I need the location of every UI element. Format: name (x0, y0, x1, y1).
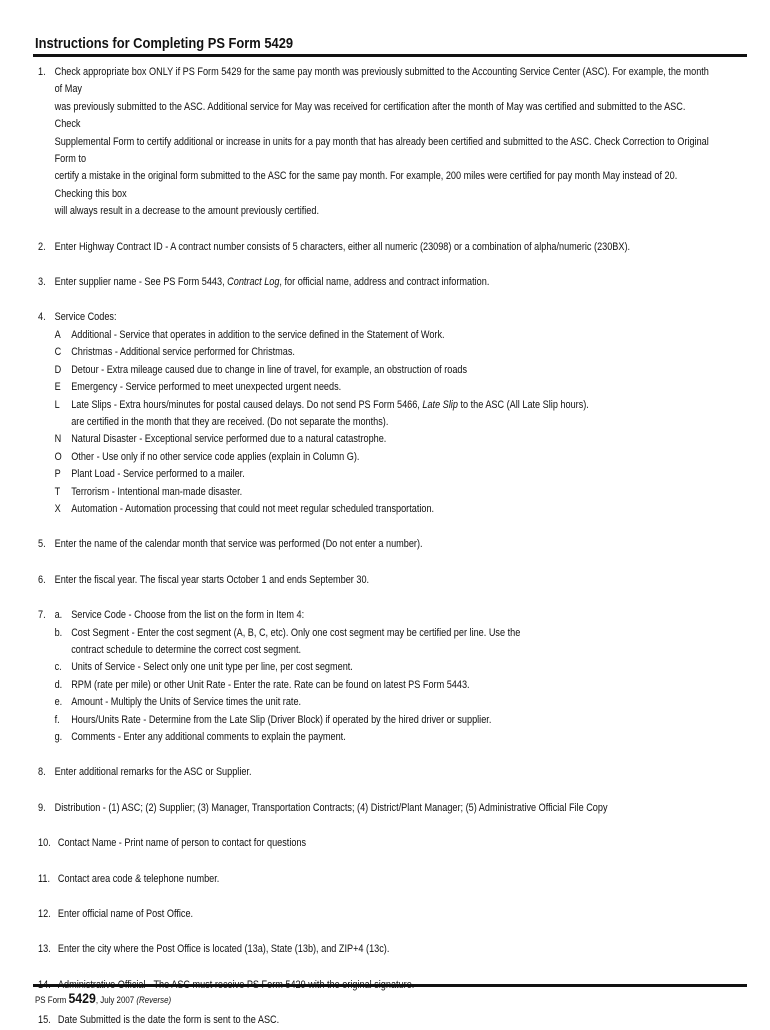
item-1-line: Check appropriate box ONLY if PS Form 5429 for the same pay month was previously submitted to the Accounting Service Center (ASC). For example, the month of May (54, 66, 709, 96)
item-1-line: certify a mistake in the original form submitted to the ASC for the same pay month. For example, 200 miles were certified for pay month May instead of 20. Checking this box (54, 170, 678, 200)
item-number: 4. (38, 311, 46, 324)
service-code-row (55, 379, 711, 396)
item-number: 9. (38, 801, 46, 814)
item-13-text: Enter the city where the Post Office is located (13a), State (13b), and ZIP+4 (13c). (57, 943, 390, 956)
service-code-text: Christmas - Additional service performed for Christmas. (71, 346, 295, 359)
item-2-text: Enter Highway Contract ID - A contract number consists of 5 characters, either all numeric (23098) or a combination of alpha/numeric (230BX). (54, 240, 631, 253)
instruction-item-3 (38, 274, 710, 291)
instruction-item-1 (38, 64, 710, 221)
item-7-sub-row (55, 607, 711, 624)
item-10-text: Contact Name - Print name of person to contact for questions (57, 837, 307, 850)
service-code-row (55, 449, 711, 466)
service-code-row (55, 362, 711, 379)
item-7-sub-row (55, 659, 711, 676)
sub-letter: e. (54, 696, 63, 709)
top-divider (33, 54, 747, 57)
bottom-divider (33, 984, 747, 987)
late-slips-text-post: to the ASC (All Late Slip hours). (457, 398, 589, 411)
sub-text: Cost Segment - Enter the cost segment (A, B, C, etc). Only one cost segment may be certified per line. Use the (71, 626, 521, 639)
instruction-item-6 (38, 572, 710, 589)
instruction-item-7 (38, 607, 710, 746)
sub-letter: d. (54, 678, 63, 691)
service-code-text: Automation - Automation processing that could not meet regular scheduled transportation. (71, 502, 435, 515)
service-code-row (55, 501, 711, 518)
service-code: C (54, 346, 62, 359)
sub-letter: g. (54, 731, 63, 743)
service-code-row (55, 466, 711, 483)
instruction-item-8 (38, 764, 710, 781)
service-code: E (54, 381, 61, 394)
service-code-text: Natural Disaster - Exceptional service performed due to a natural catastrophe. (71, 433, 387, 446)
service-code-text: Emergency - Service performed to meet unexpected urgent needs. (71, 381, 342, 394)
service-code: L (54, 398, 60, 411)
item-7-sub-row (55, 677, 711, 694)
service-code: X (54, 502, 61, 515)
form-footer (35, 990, 171, 1006)
item-number: 7. (38, 609, 46, 622)
item-number: 8. (38, 766, 46, 779)
item-7-sub-row (55, 625, 711, 660)
contract-log-reference: Contract Log (227, 276, 280, 289)
sub-letter: c. (54, 661, 62, 674)
service-code-text: Other - Use only if no other service code applies (explain in Column G). (71, 450, 360, 463)
item-7-sub-row (55, 712, 711, 729)
item-5-text: Enter the name of the calendar month that service was performed (Do not enter a number). (54, 538, 423, 551)
service-code-text: Additional - Service that operates in addition to the service defined in the Statement of Work. (71, 328, 445, 341)
item-number: 5. (38, 538, 46, 551)
item-number: 12. (38, 908, 51, 921)
item-15-text: Date Submitted is the date the form is sent to the ASC. (57, 1014, 280, 1027)
instruction-item-13 (38, 941, 710, 958)
service-code-text: Terrorism - Intentional man-made disaster. (71, 485, 243, 498)
service-code-row (55, 431, 711, 448)
instruction-item-4 (38, 309, 710, 518)
sub-text: RPM (rate per mile) or other Unit Rate - Enter the rate. Rate can be found on latest PS Form 5443. (71, 678, 470, 691)
footer-date: , July 2007 (95, 995, 137, 1005)
sub-text: Amount - Multiply the Units of Service times the unit rate. (71, 696, 302, 709)
late-slip-reference: Late Slip (422, 398, 458, 411)
service-code: D (54, 363, 62, 376)
item-number: 3. (38, 276, 46, 289)
item-number: 13. (38, 943, 51, 956)
sub-letter: a. (54, 609, 63, 622)
footer-prefix: PS Form (35, 995, 69, 1005)
item-11-text: Contact area code & telephone number. (57, 872, 220, 885)
item-3-text (55, 274, 711, 291)
service-code-row (55, 344, 711, 361)
service-code: T (54, 485, 61, 498)
instruction-item-11 (38, 871, 710, 888)
late-slips-line-1 (71, 397, 710, 414)
late-slips-text-pre: Late Slips - Extra hours/minutes for postal caused delays. Do not send PS Form 5466, (71, 398, 423, 411)
item-number: 2. (38, 240, 46, 253)
item-number: 15. (38, 1014, 51, 1027)
late-slips-line-2: are certified in the month that they are received. (Do not separate the months). (71, 415, 389, 428)
service-code-row-late-slips (55, 397, 711, 432)
service-code-row (55, 327, 711, 344)
footer-form-number: 5429 (68, 990, 96, 1006)
service-code-text: Detour - Extra mileage caused due to change in line of travel, for example, an obstruction of roads (71, 363, 468, 376)
item-8-text: Enter additional remarks for the ASC or Supplier. (54, 766, 252, 779)
instruction-item-2 (38, 239, 710, 256)
item-9-text: Distribution - (1) ASC; (2) Supplier; (3) Manager, Transportation Contracts; (4) District/Plant Manager; (5) Administrative Official File Copy (54, 801, 608, 814)
instruction-item-5 (38, 536, 710, 553)
sub-letter: f. (54, 713, 60, 726)
instruction-item-12 (38, 906, 710, 923)
sub-text: Comments - Enter any additional comments to explain the payment. (71, 731, 346, 743)
item-number: 11. (38, 872, 51, 885)
instruction-item-10 (38, 835, 710, 852)
item-number: 6. (38, 573, 46, 586)
item-1-line: was previously submitted to the ASC. Additional service for May was received for certification after the month of May was certified and submitted to the ASC. Check (54, 100, 686, 131)
item-number: 1. (38, 66, 46, 78)
service-codes-heading: Service Codes: (54, 311, 117, 324)
service-code: A (54, 328, 61, 341)
item-7-sub-row (55, 729, 711, 746)
item-6-text: Enter the fiscal year. The fiscal year starts October 1 and ends September 30. (54, 573, 370, 586)
item-1-line: Supplemental Form to certify additional or increase in units for a pay month that has already been certified and submitted to the ASC. Check Correction to Original Form to (54, 135, 709, 166)
service-code: O (54, 450, 62, 463)
service-code-row (55, 484, 711, 501)
footer-side: (Reverse) (136, 995, 172, 1005)
sub-text: Units of Service - Select only one unit type per line, per cost segment. (71, 661, 353, 674)
service-code: P (54, 468, 61, 481)
item-12-text: Enter official name of Post Office. (57, 908, 194, 921)
item-7-sub-row (55, 694, 711, 711)
sub-text: contract schedule to determine the correct cost segment. (71, 643, 302, 656)
instruction-item-15 (38, 1012, 710, 1029)
instruction-item-9 (38, 800, 710, 817)
sub-letter: b. (54, 626, 63, 639)
service-code: N (54, 433, 62, 446)
sub-text: Service Code - Choose from the list on the form in Item 4: (71, 609, 305, 622)
instructions-body (38, 64, 710, 1030)
sub-text: Hours/Units Rate - Determine from the Late Slip (Driver Block) if operated by the hired driver or supplier. (71, 713, 492, 726)
item-number: 10. (38, 837, 51, 850)
page-title: Instructions for Completing PS Form 5429 (35, 35, 294, 52)
service-code-text: Plant Load - Service performed to a mailer. (71, 468, 245, 481)
item-3-text-pre: Enter supplier name - See PS Form 5443, (54, 276, 228, 289)
item-1-line: will always result in a decrease to the amount previously certified. (54, 205, 319, 218)
item-3-text-post: , for official name, address and contract information. (279, 276, 490, 289)
